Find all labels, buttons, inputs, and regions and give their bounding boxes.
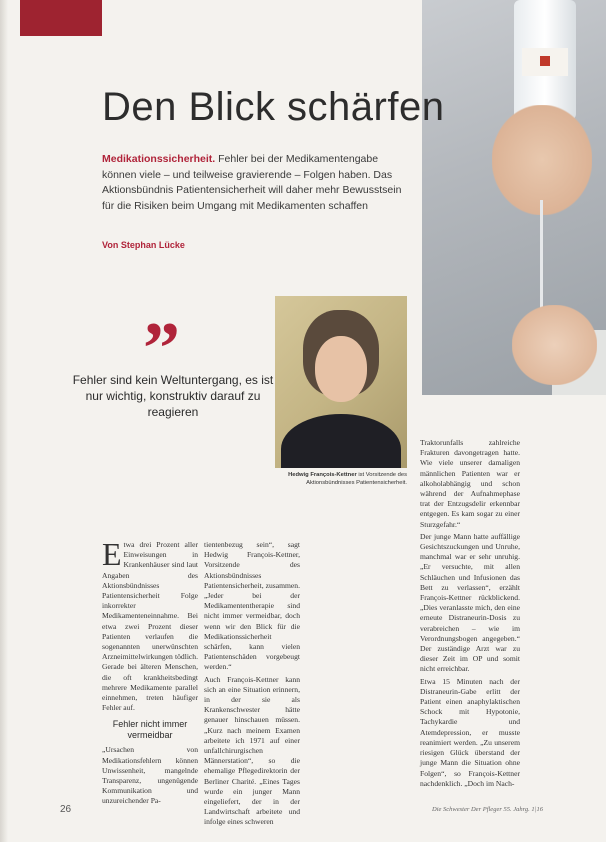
body-paragraph [102,536,198,713]
infusion-photo [422,0,606,395]
pull-quote: Fehler sind kein Weltuntergang, es ist nur wichtig, konstruktiv darauf zu reagieren [72,373,274,419]
body-paragraph: tientenbezug sein“, sagt Hedwig François-Kettner, Vorsitzende des Aktionsbündnisses Patientensicherheit, zusammen. „Jeder bei der Medikamententherapie sind nicht immer vermeidbar, doch wenn wir den Blick für die Medikationssicherheit schärfen, kann vielen Patientenschäden vorgebeugt werden.“ [204,540,300,672]
body-column-1 [102,536,198,809]
caption-name: Hedwig François-Kettner [288,472,357,478]
portrait-body [281,414,401,468]
portrait-caption [240,471,407,487]
quote-mark-icon: ” [143,308,180,390]
body-paragraph: Auch François-Kettner kann sich an eine Situation erinnern, in der sie als Krankenschwester hätte genauer hinschauen müssen. „Kurz nach meinem Examen arbeitete ich 1971 auf einer unfallchirurgischen Männerstation“, so die ehemalige Pflegedirektorin der Berliner Charité. „Eines Tages wurde ein junger Mann eingeliefert, der in der Landwirtschaft arbeitete und infolge eines schweren [204,674,300,827]
lead-text: Fehler bei der Medikamentengabe können viele – und teilweise gravierende – Folgen haben. Das Aktionsbündnis Patientensicherheit will daher mehr Bewusstsein für die Risiken beim Umgang mit Medikamenten schaffen [102,153,402,212]
lead-keyword: Medikationssicherheit. [102,153,216,165]
portrait-photo [275,296,407,468]
body-column-2 [204,540,300,830]
caption-text: ist Vorsitzende des Aktionsbündnisses Patientensicherheit. [306,472,407,486]
body-column-3 [420,438,520,791]
body-paragraph: Etwa 15 Minuten nach der Distraneurin-Gabe erlitt der Patient einen anaphylaktischen Schock mit Hypotonie, Tachykardie und Atemdepression, er musste reanimiert werden. „Zu unserem riesigen Glück überstand der junge Mann die Situation ohne Folgen“, so François-Kettner nachdenklich. „Doch im Nach- [420,676,520,788]
body-paragraph: Der junge Mann hatte auffällige Gesichtszuckungen und Unruhe, manchmal war er sehr unruhig. „Er versuchte, mit allen Schläuchen und Infusionen das Bett zu verlassen“, erzählt François-Kettner rückblickend. „Dies veranlasste mich, den eine erneute Distraneurin-Dosis zu verabreichen – wie im Verordnungsbogen angegeben.“ Der zuständige Arzt war zu dieser Zeit im OP und somit nicht erreichbar. [420,531,520,674]
subheading: Fehler nicht immer vermeidbar [112,719,188,741]
author-byline: Von Stephan Lücke [102,240,185,250]
drop-cap: E [102,536,122,572]
bottle-logo [540,56,550,66]
body-paragraph: „Ursachen von Medikationsfehlern können Unwissenheit, mangelnde Transparenz, ungenügende Kommunikation und unzureichender Pa- [102,745,198,806]
page-number: 26 [60,804,72,815]
hand-holding-tube [512,305,597,385]
body-paragraph: Traktorunfalls zahlreiche Frakturen davongetragen hatte. Wie viele unserer damaligen männlichen Patienten war er alkoholabhängig und schon während der Aufnahmephase trat der Entzugsdelir erkennbar entgegen. Es kam sogar zu einer Sturzgefahr.“ [420,438,520,529]
page-edge-shadow [0,0,8,842]
hand-holding-bottle [492,105,592,215]
section-color-block [20,0,102,36]
portrait-face [315,336,367,402]
article-headline: Den Blick schärfen [102,85,445,129]
publication-footer: Die Schwester Der Pfleger 55. Jahrg. 1|16 [432,806,543,813]
body-text: twa drei Prozent aller Einweisungen in Krankenhäuser sind laut Angaben des Aktionsbündnisses Patientensicherheit Folge inkorrekter Medikamenteneinnahme. Bei etwa zwei Prozent dieser Patienten verlaufen die sogenannten unerwünschten Arzneimittelwirkungen tödlich. Gerade bei älteren Menschen, die oft krankheitsbedingt mehrere Medikamente parallel einnehmen, treten häufiger Fehler auf. [102,540,198,713]
article-lead [102,152,407,214]
